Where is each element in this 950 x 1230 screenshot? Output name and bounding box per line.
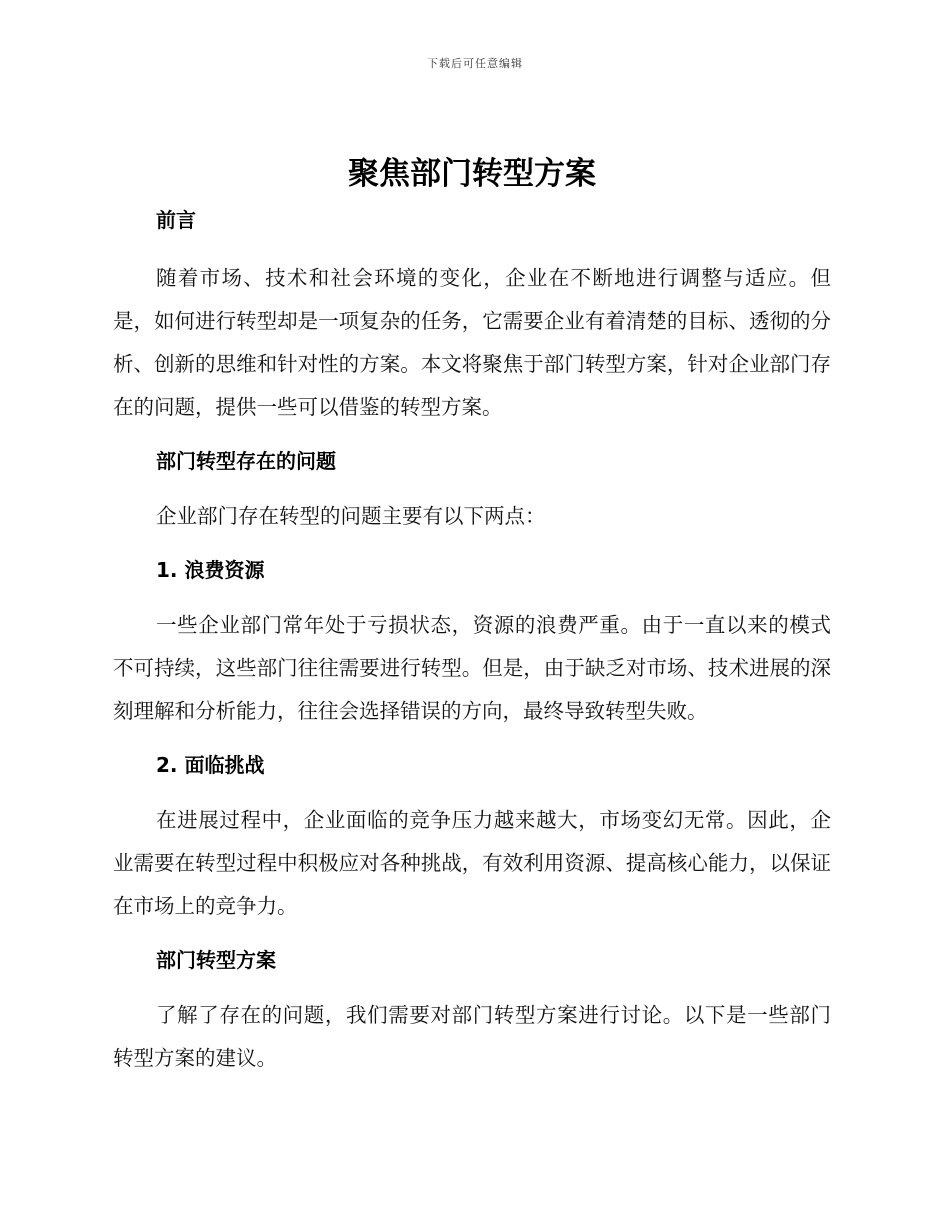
paragraph-problems-intro: 企业部门存在转型的问题主要有以下两点： — [156, 504, 546, 528]
heading-preface: 前言 — [156, 208, 196, 232]
document-title: 聚焦部门转型方案 — [348, 156, 596, 192]
paragraph-preface: 随着市场、技术和社会环境的变化，企业在不断地进行调整与适应。但是，如何进行转型却是一项复杂的任务，它需要企业有着清楚的目标、透彻的分析、创新的思维和针对性的方案。本文将聚焦于部门转型方案，针对企业部门存在的问题，提供一些可以借鉴的转型方案。 — [113, 266, 831, 419]
header-note: 下载后可任意编辑 — [427, 57, 523, 70]
heading-plan: 部门转型方案 — [156, 948, 276, 972]
heading-problem-2: 2. 面临挑战 — [156, 753, 265, 777]
paragraph-plan: 了解了存在的问题，我们需要对部门转型方案进行讨论。以下是一些部门转型方案的建议。 — [113, 1003, 831, 1070]
heading-problem-1: 1. 浪费资源 — [156, 558, 265, 582]
heading-problems: 部门转型存在的问题 — [156, 449, 336, 473]
document-body — [113, 148, 831, 1080]
paragraph-problem-1: 一些企业部门常年处于亏损状态，资源的浪费严重。由于一直以来的模式不可持续，这些部门往往需要进行转型。但是，由于缺乏对市场、技术进展的深刻理解和分析能力，往往会选择错误的方向，最终导致转型失败。 — [113, 613, 831, 723]
paragraph-problem-2: 在进展过程中，企业面临的竞争压力越来越大，市场变幻无常。因此，企业需要在转型过程中积极应对各种挑战，有效利用资源、提高核心能力，以保证在市场上的竞争力。 — [113, 808, 831, 918]
